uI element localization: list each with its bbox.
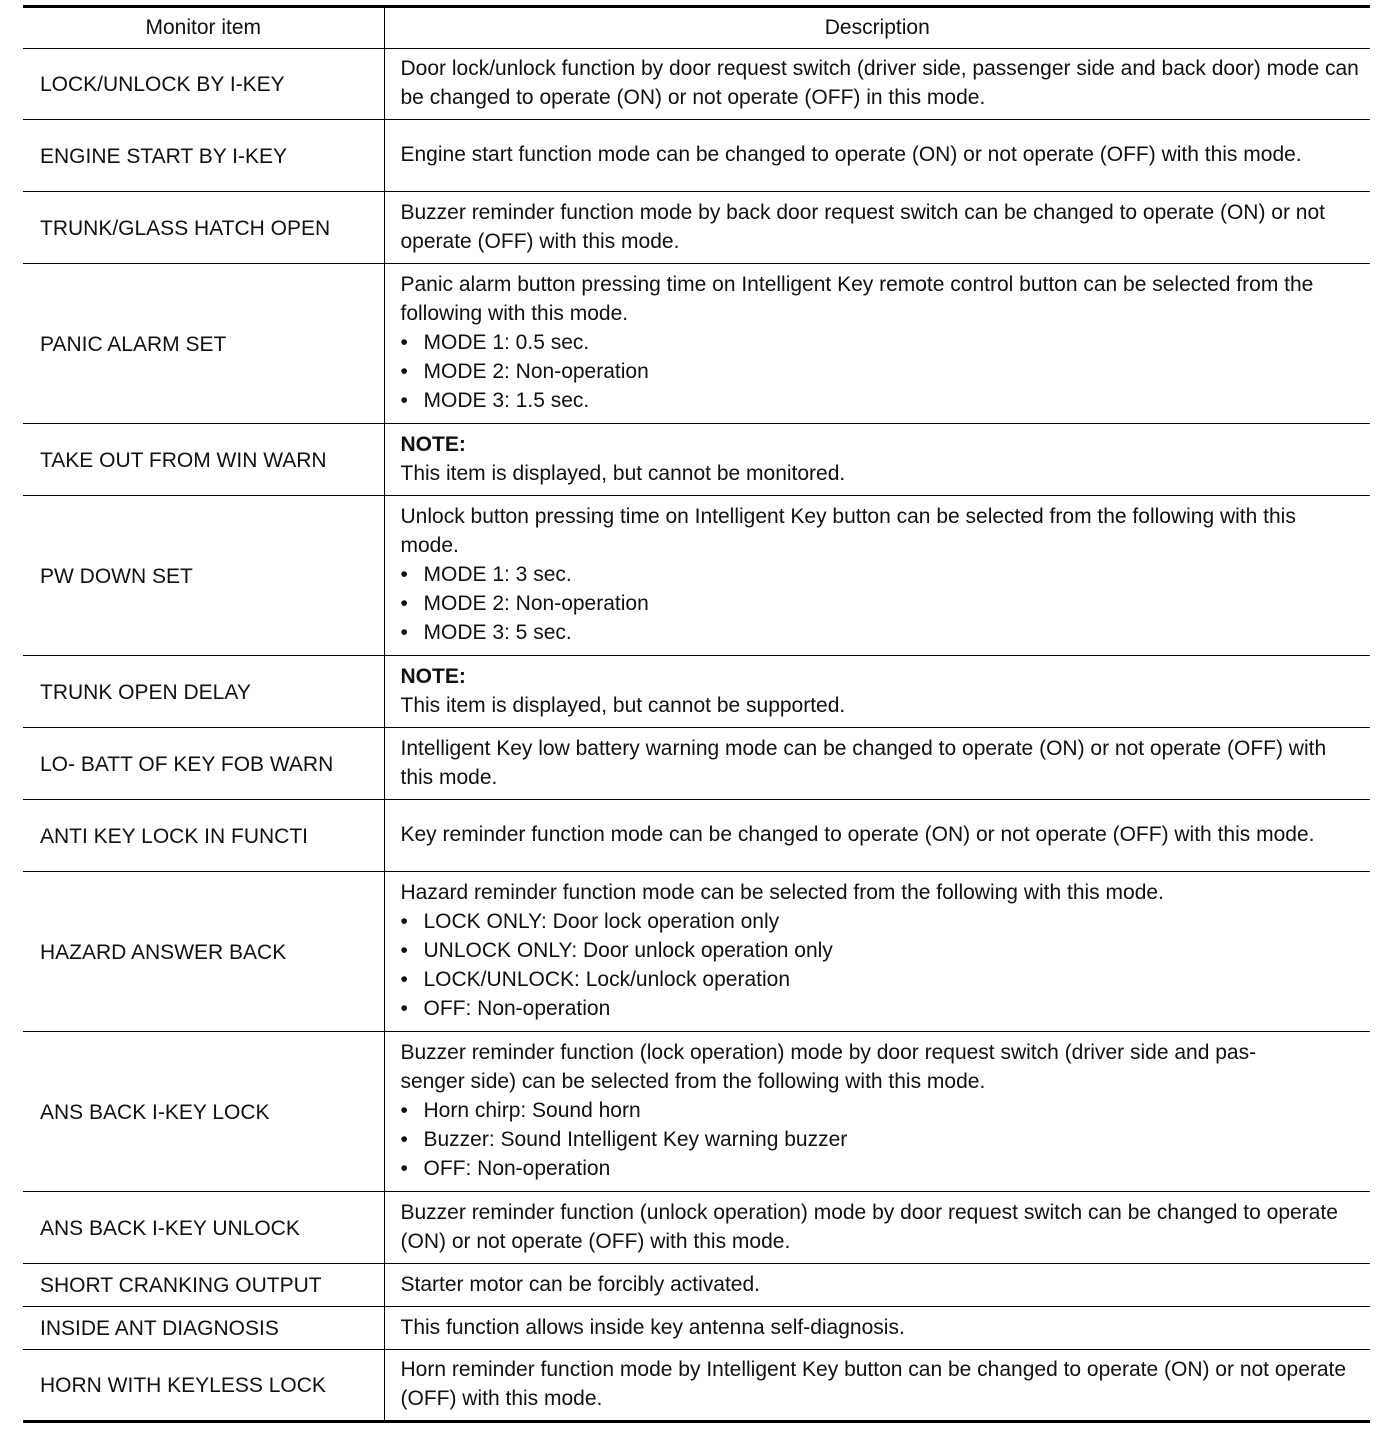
table-row xyxy=(23,120,1370,192)
monitor-item-name: ANS BACK I-KEY LOCK xyxy=(23,1032,384,1192)
monitor-item-name: LOCK/UNLOCK BY I-KEY xyxy=(23,49,384,120)
table-row xyxy=(23,800,1370,872)
table-row xyxy=(23,1032,1370,1192)
monitor-item-description xyxy=(384,1264,1370,1307)
description-text: This item is displayed, but cannot be supported. xyxy=(400,693,846,717)
column-header-description: Description xyxy=(384,7,1370,49)
table-row xyxy=(23,192,1370,264)
description-bullet: • Buzzer: Sound Intelligent Key warning buzzer xyxy=(401,1125,1361,1154)
monitor-item-name: TAKE OUT FROM WIN WARN xyxy=(23,424,384,496)
table-row xyxy=(23,49,1370,120)
note-label: NOTE: xyxy=(400,664,466,688)
monitor-item-name: ENGINE START BY I-KEY xyxy=(23,120,384,192)
monitor-item-description xyxy=(384,1192,1370,1264)
monitor-item-description xyxy=(384,424,1370,496)
monitor-item-name: PANIC ALARM SET xyxy=(23,264,384,424)
description-bullet: • LOCK/UNLOCK: Lock/unlock operation xyxy=(401,965,1361,994)
table-row xyxy=(23,264,1370,424)
description-text: Door lock/unlock function by door request switch (driver side, passenger side and back door) mode can be changed to operate (ON) or not operate (OFF) in this mode. xyxy=(400,57,1359,109)
description-bullet: • MODE 1: 0.5 sec. xyxy=(401,328,1361,357)
description-text: This function allows inside key antenna self-diagnosis. xyxy=(400,1315,905,1339)
monitor-item-name: SHORT CRANKING OUTPUT xyxy=(23,1264,384,1307)
monitor-item-description xyxy=(384,1307,1370,1350)
table-row xyxy=(23,424,1370,496)
description-text: Horn reminder function mode by Intelligent Key button can be changed to operate (ON) or not operate (OFF) with this mode. xyxy=(400,1358,1347,1410)
table-row xyxy=(23,1192,1370,1264)
description-bullet: • OFF: Non-operation xyxy=(401,1154,1361,1183)
description-bullet: • MODE 3: 5 sec. xyxy=(401,618,1361,647)
monitor-item-description xyxy=(384,192,1370,264)
monitor-item-name: HAZARD ANSWER BACK xyxy=(23,872,384,1032)
monitor-item-description xyxy=(384,1350,1370,1422)
monitor-item-description xyxy=(384,656,1370,728)
description-bullet: • MODE 2: Non-operation xyxy=(401,589,1361,618)
table-row xyxy=(23,872,1370,1032)
description-text: Buzzer reminder function mode by back door request switch can be changed to operate (ON) or not operate (OFF) with this mode. xyxy=(400,200,1325,253)
monitor-item-name: TRUNK OPEN DELAY xyxy=(23,656,384,728)
description-bullet: • MODE 3: 1.5 sec. xyxy=(401,386,1361,415)
description-bullet: • MODE 1: 3 sec. xyxy=(401,560,1361,589)
monitor-item-description xyxy=(384,872,1370,1032)
table-row xyxy=(23,1350,1370,1422)
description-bullet: • Horn chirp: Sound horn xyxy=(401,1096,1361,1125)
table-body xyxy=(23,49,1370,1422)
table-row xyxy=(23,496,1370,656)
table-header-row xyxy=(23,7,1370,49)
monitor-item-name: LO- BATT OF KEY FOB WARN xyxy=(23,728,384,800)
monitor-item-name: TRUNK/GLASS HATCH OPEN xyxy=(23,192,384,264)
description-bullet: • MODE 2: Non-operation xyxy=(401,357,1361,386)
description-text: This item is displayed, but cannot be monitored. xyxy=(400,461,846,485)
description-bullet: • OFF: Non-operation xyxy=(401,994,1361,1023)
description-text: Unlock button pressing time on Intelligent Key button can be selected from the following with this mode. xyxy=(400,505,1296,557)
table-row xyxy=(23,1307,1370,1350)
table-row xyxy=(23,656,1370,728)
table-row xyxy=(23,728,1370,800)
monitor-item-description xyxy=(384,728,1370,800)
description-text: Key reminder function mode can be changed to operate (ON) or not operate (OFF) with this mode. xyxy=(400,823,1315,846)
description-text: Engine start function mode can be changed to operate (ON) or not operate (OFF) with this mode. xyxy=(400,143,1302,166)
monitor-item-description xyxy=(384,49,1370,120)
description-text: Starter motor can be forcibly activated. xyxy=(400,1272,760,1296)
note-label: NOTE: xyxy=(400,432,466,456)
description-bullet: • UNLOCK ONLY: Door unlock operation only xyxy=(401,936,1361,965)
monitor-item-description xyxy=(384,496,1370,656)
description-text: Buzzer reminder function (unlock operation) mode by door request switch can be changed to operate (ON) or not operate (OFF) with this mode. xyxy=(400,1200,1338,1253)
description-text: Intelligent Key low battery warning mode can be changed to operate (ON) or not operate (OFF) with this mode. xyxy=(400,736,1327,789)
description-text: Hazard reminder function mode can be selected from the following with this mode. xyxy=(400,881,1164,904)
table-row xyxy=(23,1264,1370,1307)
monitor-item-description xyxy=(384,264,1370,424)
monitor-item-name: HORN WITH KEYLESS LOCK xyxy=(23,1350,384,1422)
monitor-item-description xyxy=(384,1032,1370,1192)
monitor-item-name: ANTI KEY LOCK IN FUNCTI xyxy=(23,800,384,872)
description-text: senger side) can be selected from the following with this mode. xyxy=(400,1070,986,1093)
column-header-monitor-item: Monitor item xyxy=(23,7,384,49)
description-text: Buzzer reminder function (lock operation) mode by door request switch (driver side and pas- xyxy=(400,1041,1257,1064)
monitor-item-table xyxy=(23,5,1370,1423)
monitor-item-table-container xyxy=(23,5,1370,1423)
monitor-item-name: PW DOWN SET xyxy=(23,496,384,656)
monitor-item-name: INSIDE ANT DIAGNOSIS xyxy=(23,1307,384,1350)
description-text: Panic alarm button pressing time on Intelligent Key remote control button can be selected from the following with this mode. xyxy=(400,273,1314,325)
monitor-item-description xyxy=(384,120,1370,192)
description-bullet: • LOCK ONLY: Door lock operation only xyxy=(401,907,1361,936)
monitor-item-description xyxy=(384,800,1370,872)
monitor-item-name: ANS BACK I-KEY UNLOCK xyxy=(23,1192,384,1264)
